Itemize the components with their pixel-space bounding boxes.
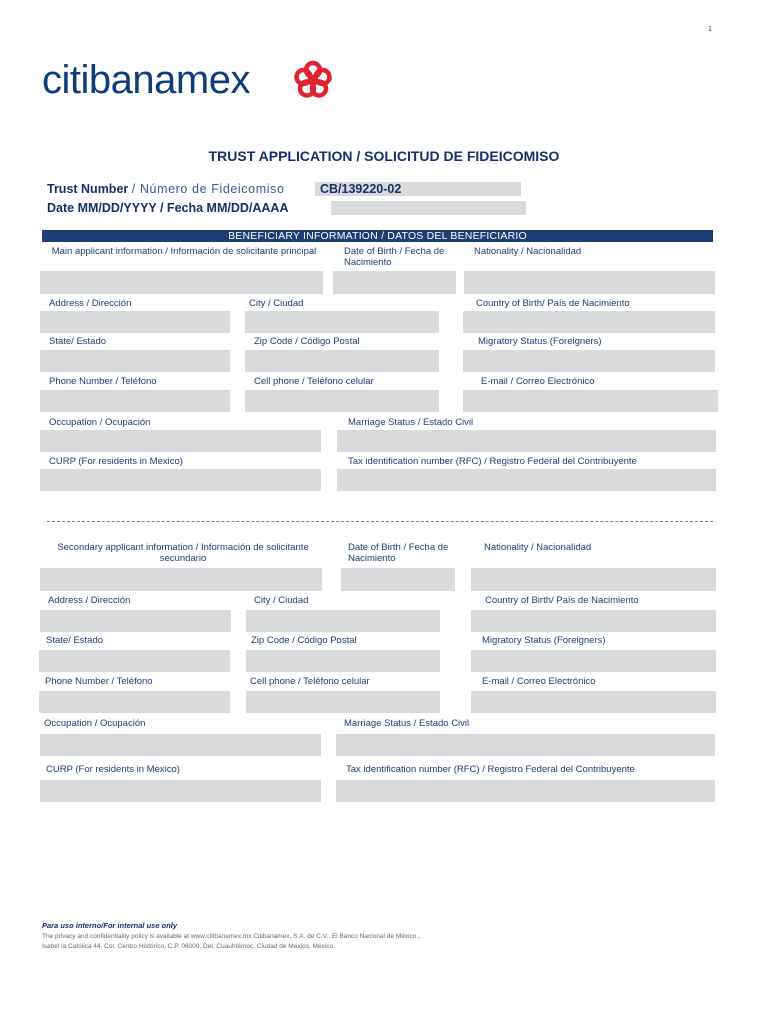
privacy-note: The privacy and confidentiality policy is available at www.citibanamex.mx Citibanamex, S.A. de C.V., El Banco Nacional de México., [42,933,421,940]
main-zip-label: Zip Code / Código Postal [254,336,360,347]
internal-use-note: Para uso interno/For internal use only [42,921,178,930]
secondary-email-label: E-mail / Correo Electrónico [482,676,596,687]
banamex-flower-icon [293,60,333,100]
secondary-applicant-label: Secondary applicant information / Información de solicitante secundario [57,542,309,564]
secondary-address-field[interactable] [40,610,231,632]
main-nationality-label: Nationality / Nacionalidad [474,246,582,257]
secondary-migratory-field[interactable] [471,650,716,672]
main-nationality-field[interactable] [464,271,715,294]
secondary-zip-label: Zip Code / Código Postal [251,635,357,646]
main-dob-label: Date of Birth / Fecha de Nacimiento [344,246,445,268]
main-dob-field[interactable] [333,271,456,294]
main-zip-field[interactable] [245,350,439,372]
main-email-field[interactable] [463,390,718,412]
main-cell-label: Cell phone / Teléfono celular [254,376,374,387]
secondary-country-birth-label: Country of Birth/ País de Nacimiento [485,595,639,606]
secondary-marriage-field[interactable] [336,734,715,756]
main-email-label: E-mail / Correo Electrónico [481,376,595,387]
main-state-field[interactable] [40,350,230,372]
secondary-state-label: State/ Estado [46,635,104,646]
main-rfc-label: Tax identification number (RFC) / Registro Federal del Contribuyente [348,456,637,467]
date-label [47,201,288,215]
secondary-curp-label: CURP (For residents in Mexico) [46,764,180,775]
trust-number-label-es: / Número de Fideicomiso [131,182,285,196]
secondary-nationality-label: Nationality / Nacionalidad [484,542,592,553]
secondary-address-label: Address / Dirección [48,595,131,606]
secondary-cell-field[interactable] [246,691,440,713]
main-country-birth-field[interactable] [463,311,715,333]
main-curp-label: CURP (For residents in Mexico) [49,456,183,467]
main-city-field[interactable] [245,311,439,333]
main-phone-label: Phone Number / Teléfono [49,376,157,387]
secondary-cell-label: Cell phone / Teléfono celular [250,676,370,687]
secondary-city-field[interactable] [246,610,440,632]
secondary-country-birth-field[interactable] [471,610,716,632]
secondary-zip-field[interactable] [246,650,440,672]
trust-number-label-en: Trust Number [47,182,129,196]
main-curp-field[interactable] [40,469,321,491]
secondary-marriage-label: Marriage Status / Estado Civil [344,718,470,729]
secondary-email-field[interactable] [471,691,716,713]
page-number: 1 [708,26,712,33]
secondary-rfc-label: Tax identification number (RFC) / Registro Federal del Contribuyente [346,764,635,775]
secondary-applicant-field[interactable] [40,568,322,591]
main-applicant-label: Main applicant information / Información de solicitante principal [51,246,317,257]
main-migratory-field[interactable] [463,350,715,372]
secondary-occupation-label: Occupation / Ocupación [44,718,146,729]
secondary-dob-field[interactable] [341,568,455,591]
main-marriage-field[interactable] [337,430,716,452]
main-rfc-field[interactable] [337,469,716,491]
footer-legal [42,932,420,952]
date-field[interactable] [331,201,526,215]
main-address-field[interactable] [40,311,230,333]
main-marriage-label: Marriage Status / Estado Civil [348,417,474,428]
main-occupation-label: Occupation / Ocupación [49,417,151,428]
main-city-label: City / Ciudad [249,298,304,309]
secondary-curp-field[interactable] [40,780,321,802]
page-title: TRUST APPLICATION / SOLICITUD DE FIDEICOMISO [208,148,560,164]
secondary-phone-field[interactable] [39,691,230,713]
date-label-text: Date MM/DD/YYYY / Fecha MM/DD/AAAA [47,201,289,215]
main-migratory-label: Migratory Status (Foreigners) [478,336,602,347]
secondary-occupation-field[interactable] [40,734,321,756]
main-cell-field[interactable] [245,390,439,412]
brand-logo: citibanamex [42,58,250,102]
secondary-rfc-field[interactable] [336,780,715,802]
bank-address: Isabel la Católica 44, Col. Centro Histórico, C.P. 06000, Del. Cuauhtémoc, Ciudad de México, México. [42,943,335,950]
main-applicant-field[interactable] [40,271,323,294]
secondary-state-field[interactable] [39,650,230,672]
secondary-city-label: City / Ciudad [254,595,309,606]
main-occupation-field[interactable] [40,430,321,452]
trust-number-field[interactable]: CB/139220-02 [315,182,521,196]
section-banner: BENEFICIARY INFORMATION / DATOS DEL BENEFICIARIO [42,230,713,242]
section-divider [47,521,713,522]
secondary-dob-label: Date of Birth / Fecha de Nacimiento [348,542,449,564]
secondary-nationality-field[interactable] [471,568,716,591]
main-state-label: State/ Estado [49,336,107,347]
secondary-phone-label: Phone Number / Teléfono [45,676,153,687]
main-phone-field[interactable] [40,390,230,412]
trust-number-label [47,182,285,196]
main-address-label: Address / Dirección [49,298,132,309]
secondary-migratory-label: Migratory Status (Foreigners) [482,635,606,646]
main-country-birth-label: Country of Birth/ País de Nacimiento [476,298,630,309]
